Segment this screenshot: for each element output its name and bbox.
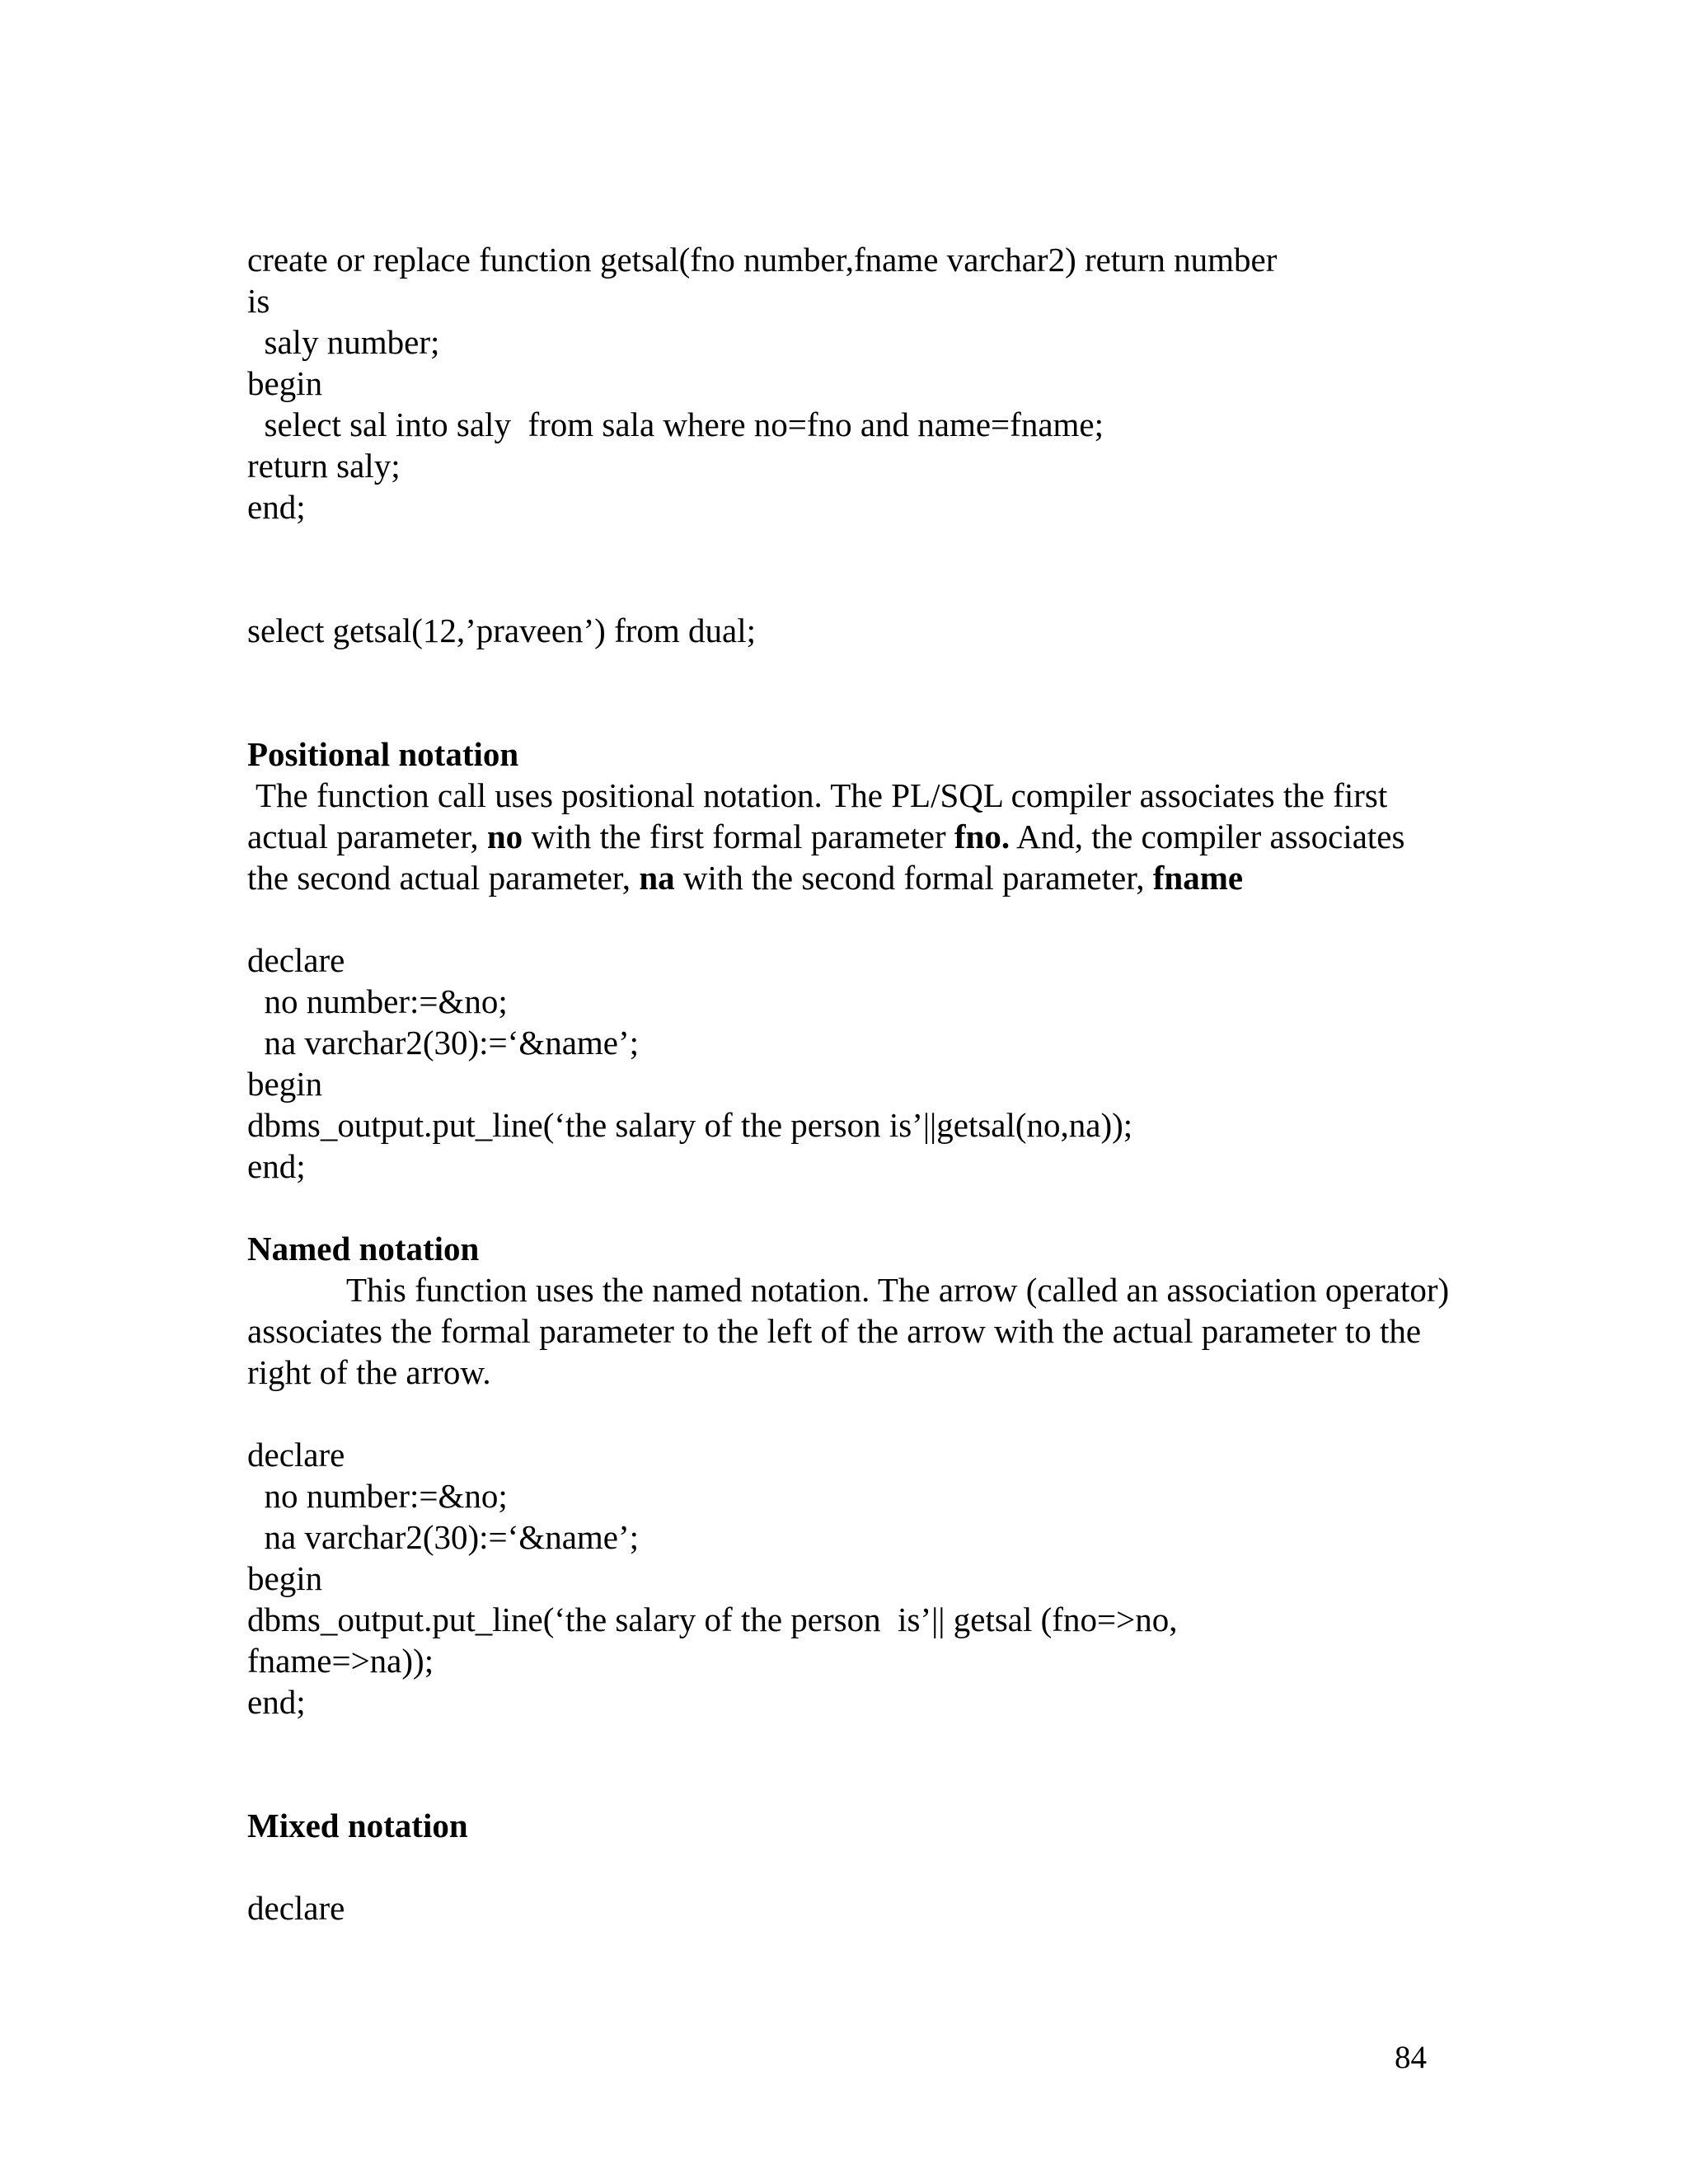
code-line: na varchar2(30):=‘&name’; <box>247 1518 640 1556</box>
positional-notation-text <box>247 775 1451 898</box>
code-line: fname=>na)); <box>247 1642 434 1680</box>
code-line: begin <box>247 364 323 402</box>
select-query: select getsal(12,’praveen’) from dual; <box>247 612 757 649</box>
code-line: end; <box>247 1683 306 1721</box>
spacer <box>247 898 1451 940</box>
code-line: saly number; <box>247 323 440 361</box>
bold-term: na <box>639 859 675 897</box>
page-content <box>247 239 1451 1929</box>
mixed-notation-heading: Mixed notation <box>247 1807 468 1844</box>
text-run: with the second formal parameter, <box>674 859 1153 897</box>
code-line: begin <box>247 1559 323 1597</box>
function-code-block <box>247 239 1451 527</box>
code-line: end; <box>247 488 306 526</box>
code-line: begin <box>247 1065 323 1103</box>
spacer <box>247 527 1451 610</box>
spacer <box>247 1393 1451 1434</box>
spacer <box>247 1722 1451 1805</box>
spacer <box>247 651 1451 733</box>
spacer <box>247 1187 1451 1228</box>
named-notation-heading: Named notation <box>247 1230 480 1268</box>
code-line: return saly; <box>247 447 401 485</box>
code-line: declare <box>247 1436 345 1474</box>
code-line: is <box>247 282 270 320</box>
bold-term: fname <box>1152 859 1244 897</box>
code-line: dbms_output.put_line(‘the salary of the person is’|| getsal (fno=>no, <box>247 1601 1178 1638</box>
text-run: The function call uses positional notation. The PL/SQL compiler associates the first actual parameter, <box>247 776 1388 855</box>
spacer <box>247 1846 1451 1887</box>
code-line: declare <box>247 941 345 979</box>
page-number: 84 <box>1395 2040 1427 2075</box>
text-run: with the first formal parameter <box>523 818 954 855</box>
positional-code-block <box>247 940 1451 1187</box>
code-line: no number:=&no; <box>247 1477 508 1515</box>
code-line: select sal into saly from sala where no=fno and name=fname; <box>247 405 1104 443</box>
code-line: create or replace function getsal(fno number,fname varchar2) return number <box>247 241 1278 279</box>
code-line: end; <box>247 1147 306 1185</box>
text-run: And, the compiler associates the second actual parameter, <box>247 818 1405 897</box>
positional-notation-heading: Positional notation <box>247 735 519 773</box>
code-line: dbms_output.put_line(‘the salary of the person is’||getsal(no,na)); <box>247 1106 1133 1144</box>
named-code-block <box>247 1434 1451 1722</box>
bold-term: no <box>486 818 523 855</box>
code-line: no number:=&no; <box>247 982 508 1020</box>
bold-term: fno. <box>954 818 1010 855</box>
code-line: declare <box>247 1889 345 1927</box>
named-notation-text: This function uses the named notation. The arrow (called an association operator) associates the formal parameter to the left of the arrow with the actual parameter to the right of the arrow. <box>247 1271 1450 1391</box>
code-line: na varchar2(30):=‘&name’; <box>247 1024 640 1062</box>
